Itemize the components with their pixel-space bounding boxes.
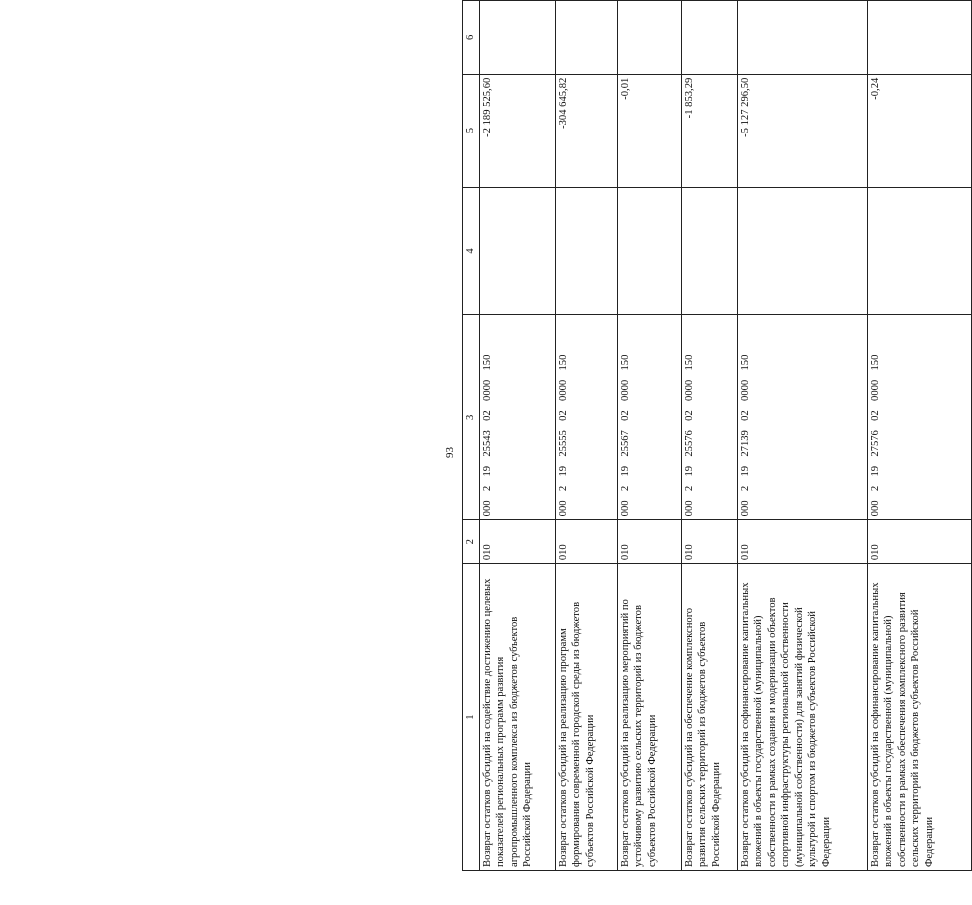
cell-admin: 010 bbox=[479, 520, 555, 564]
cell-code: 000 2 19 25555 02 0000 150 bbox=[555, 315, 617, 520]
cell-col5: -0,01 bbox=[617, 74, 681, 187]
table-row bbox=[617, 1, 681, 871]
cell-admin: 010 bbox=[617, 520, 681, 564]
cell-col5: -5 127 296,50 bbox=[737, 74, 867, 187]
cell-col4 bbox=[617, 187, 681, 315]
cell-name: Возврат остатков субсидий на софинансирование капитальных вложений в объекты государственной (муниципальной) собственности в рамках создания и модернизации объектов спортивной инфраструктуры региональной собственности (муниципальной собственности) для занятий физической культурой и спортом из бюджетов субъектов Российской Федерации bbox=[737, 564, 867, 871]
cell-code: 000 2 19 25567 02 0000 150 bbox=[617, 315, 681, 520]
cell-col6 bbox=[479, 1, 555, 75]
cell-col5: -2 189 525,60 bbox=[479, 74, 555, 187]
table-row bbox=[867, 1, 971, 871]
cell-code: 000 2 19 27139 02 0000 150 bbox=[737, 315, 867, 520]
cell-name: Возврат остатков субсидий на реализацию мероприятий по устойчивому развитию сельских территорий из бюджетов субъектов Российской Федерации bbox=[617, 564, 681, 871]
column-header-5: 5 bbox=[463, 74, 480, 187]
cell-col4 bbox=[479, 187, 555, 315]
column-header-3: 3 bbox=[463, 315, 480, 520]
cell-col4 bbox=[681, 187, 737, 315]
page-number: 93 bbox=[444, 447, 456, 458]
table-row bbox=[555, 1, 617, 871]
table-row bbox=[737, 1, 867, 871]
table-row bbox=[479, 1, 555, 871]
column-header-4: 4 bbox=[463, 187, 480, 315]
cell-col6 bbox=[867, 1, 971, 75]
table-header-row bbox=[463, 1, 480, 871]
cell-col5: -304 645,82 bbox=[555, 74, 617, 187]
cell-col4 bbox=[737, 187, 867, 315]
cell-name: Возврат остатков субсидий на реализацию программ формирования современной городской среды из бюджетов субъектов Российской Федерации bbox=[555, 564, 617, 871]
column-header-1: 1 bbox=[463, 564, 480, 871]
cell-code: 000 2 19 25576 02 0000 150 bbox=[681, 315, 737, 520]
data-table bbox=[462, 0, 972, 871]
cell-admin: 010 bbox=[737, 520, 867, 564]
cell-admin: 010 bbox=[681, 520, 737, 564]
cell-admin: 010 bbox=[867, 520, 971, 564]
column-header-6: 6 bbox=[463, 1, 480, 75]
cell-col6 bbox=[681, 1, 737, 75]
cell-col5: -1 853,29 bbox=[681, 74, 737, 187]
cell-name: Возврат остатков субсидий на обеспечение комплексного развития сельских территорий из бюджетов субъектов Российской Федерации bbox=[681, 564, 737, 871]
cell-col4 bbox=[555, 187, 617, 315]
cell-code: 000 2 19 27576 02 0000 150 bbox=[867, 315, 971, 520]
cell-col4 bbox=[867, 187, 971, 315]
column-header-2: 2 bbox=[463, 520, 480, 564]
table-row bbox=[681, 1, 737, 871]
cell-col5: -0,24 bbox=[867, 74, 971, 187]
cell-col6 bbox=[555, 1, 617, 75]
cell-code: 000 2 19 25543 02 0000 150 bbox=[479, 315, 555, 520]
cell-admin: 010 bbox=[555, 520, 617, 564]
cell-name: Возврат остатков субсидий на софинансирование капитальных вложений в объекты государственной (муниципальной) собственности в рамках обеспечения комплексного развития сельских территорий из бюджетов субъектов Российской Федерации bbox=[867, 564, 971, 871]
cell-col6 bbox=[617, 1, 681, 75]
cell-name: Возврат остатков субсидий на содействие достижению целевых показателей региональных программ развития агропромышленного комплекса из бюджетов субъектов Российской Федерации bbox=[479, 564, 555, 871]
cell-col6 bbox=[737, 1, 867, 75]
